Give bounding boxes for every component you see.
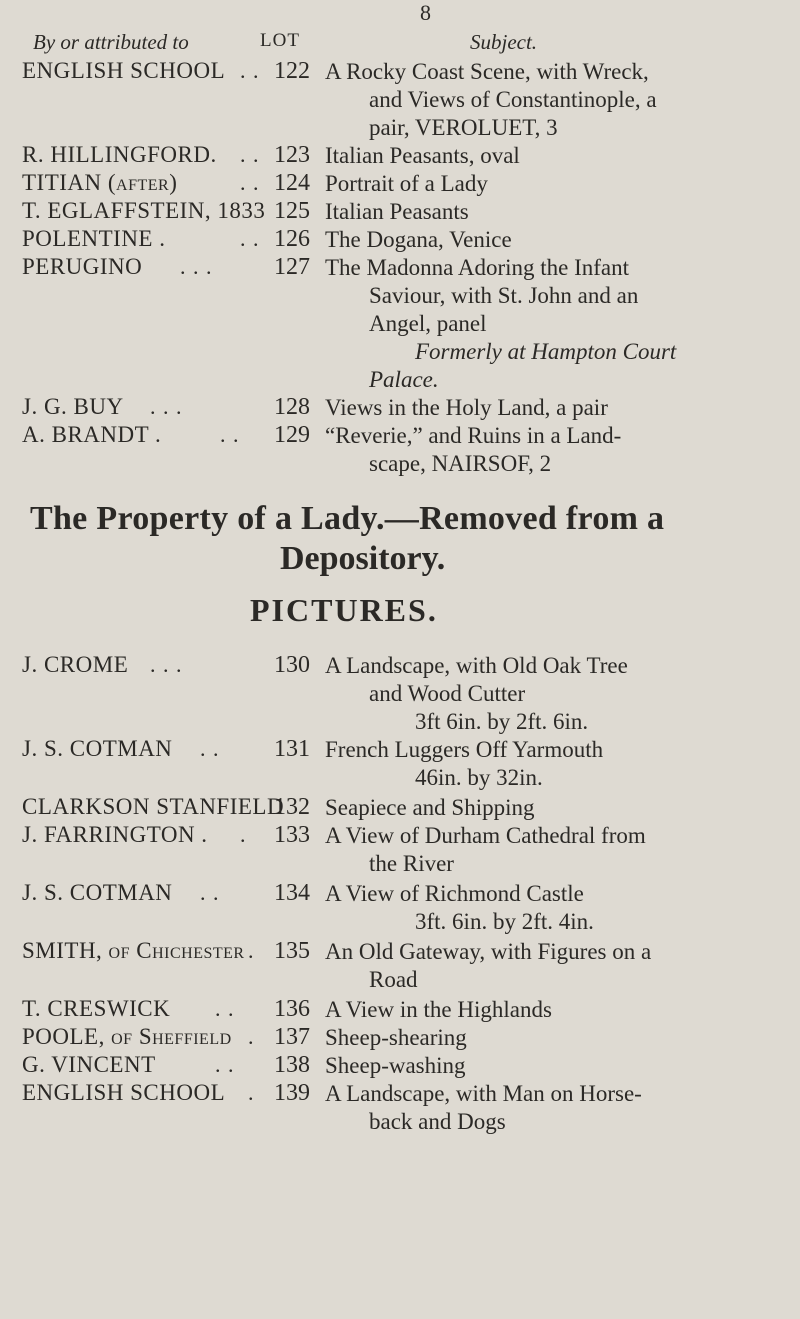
- lot-number: 132: [274, 794, 310, 820]
- subject-line: Seapiece and Shipping: [325, 795, 535, 820]
- subject-note: Palace.: [369, 367, 439, 392]
- lot-subject: [325, 794, 795, 822]
- leader-dots: . .: [240, 170, 260, 195]
- section-heading-continued: Depository.: [280, 540, 446, 577]
- lot-subject: [325, 170, 795, 198]
- leader-dots: .: [248, 938, 255, 963]
- subject-line: Sheep-shearing: [325, 1025, 467, 1050]
- leader-dots: . .: [240, 58, 260, 83]
- lot-subject: [325, 652, 795, 736]
- artist: CLARKSON STANFIELD: [22, 794, 285, 819]
- artist: J. S. COTMAN: [22, 880, 173, 905]
- lot-subject: [325, 226, 795, 254]
- lot-subject: [325, 254, 795, 394]
- artist: G. VINCENT: [22, 1052, 156, 1077]
- leader-dots: .: [248, 1080, 255, 1105]
- lot-number: 124: [274, 170, 310, 196]
- subject-line: Road: [369, 967, 418, 992]
- leader-dots: . .: [200, 736, 220, 761]
- lot-number: 131: [274, 736, 310, 762]
- lot-subject: [325, 198, 795, 226]
- subject-line: A View of Richmond Castle: [325, 881, 584, 906]
- lot-subject: [325, 822, 795, 878]
- artist: ENGLISH SCHOOL: [22, 1080, 226, 1105]
- artist: TITIAN (after): [22, 170, 178, 195]
- lot-subject: [325, 880, 795, 936]
- leader-dots: .: [248, 1024, 255, 1049]
- lot-number: 127: [274, 254, 310, 280]
- lot-number: 138: [274, 1052, 310, 1078]
- artist: J. G. BUY: [22, 394, 124, 419]
- lot-number: 126: [274, 226, 310, 252]
- subject-line: pair, VEROLUET, 3: [369, 115, 558, 140]
- lot-subject: [325, 1024, 795, 1052]
- lot-number: 125: [274, 198, 310, 224]
- leader-dots: . .: [215, 996, 235, 1021]
- subject-line: Saviour, with St. John and an: [369, 283, 639, 308]
- subject-line: Views in the Holy Land, a pair: [325, 395, 608, 420]
- lot-number: 137: [274, 1024, 310, 1050]
- leader-dots: . .: [240, 142, 260, 167]
- subject-line: The Madonna Adoring the Infant: [325, 255, 630, 280]
- subject-line: A Landscape, with Old Oak Tree: [325, 653, 628, 678]
- subject-line: A Landscape, with Man on Horse-: [325, 1081, 642, 1106]
- artist: POOLE, of Sheffield: [22, 1024, 232, 1049]
- lot-subject: [325, 736, 795, 792]
- subject-line: A Rocky Coast Scene, with Wreck,: [325, 59, 649, 84]
- artist: T. CRESWICK: [22, 996, 171, 1021]
- artist: A. BRANDT .: [22, 422, 162, 447]
- subject-line: “Reverie,” and Ruins in a Land-: [325, 423, 622, 448]
- subject-line: Portrait of a Lady: [325, 171, 488, 196]
- leader-dots: . . .: [180, 254, 213, 279]
- lot-number: 122: [274, 58, 310, 84]
- leader-dots: . .: [220, 422, 240, 447]
- artist: POLENTINE .: [22, 226, 166, 251]
- lot-number: 128: [274, 394, 310, 420]
- section-heading: The Property of a Lady.—Removed from a: [30, 500, 665, 537]
- artist: ENGLISH SCHOOL: [22, 58, 226, 83]
- subject-line: 3ft. 6in. by 2ft. 4in.: [415, 909, 594, 934]
- subject-line: An Old Gateway, with Figures on a: [325, 939, 652, 964]
- lot-subject: [325, 58, 795, 142]
- header-subject: Subject.: [470, 30, 538, 54]
- artist: J. CROME: [22, 652, 129, 677]
- subject-line: The Dogana, Venice: [325, 227, 512, 252]
- artist: J. FARRINGTON .: [22, 822, 208, 847]
- subject-line: and Wood Cutter: [369, 681, 526, 706]
- lot-subject: [325, 1080, 795, 1136]
- artist: PERUGINO: [22, 254, 143, 279]
- leader-dots: . . .: [150, 652, 183, 677]
- lot-subject: [325, 1052, 795, 1080]
- subject-line: Italian Peasants: [325, 199, 469, 224]
- lot-subject: [325, 142, 795, 170]
- subject-line: A View in the Highlands: [325, 997, 552, 1022]
- artist: SMITH, of Chichester: [22, 938, 245, 963]
- lot-number: 139: [274, 1080, 310, 1106]
- leader-dots: . . .: [150, 394, 183, 419]
- subject-line: Italian Peasants, oval: [325, 143, 520, 168]
- subject-line: A View of Durham Cathedral from: [325, 823, 646, 848]
- subject-line: Angel, panel: [369, 311, 487, 336]
- artist: T. EGLAFFSTEIN, 1833: [22, 198, 266, 223]
- artist: R. HILLINGFORD.: [22, 142, 217, 167]
- leader-dots: .: [240, 822, 247, 847]
- subject-line: and Views of Constantinople, a: [369, 87, 657, 112]
- leader-dots: . .: [215, 1052, 235, 1077]
- subject-line: Sheep-washing: [325, 1053, 466, 1078]
- lot-subject: [325, 996, 795, 1024]
- lot-subject: [325, 394, 795, 422]
- artist: J. S. COTMAN: [22, 736, 173, 761]
- lot-number: 136: [274, 996, 310, 1022]
- lot-number: 133: [274, 822, 310, 848]
- lot-number: 134: [274, 880, 310, 906]
- leader-dots: . .: [200, 880, 220, 905]
- header-lot: LOT: [260, 30, 300, 51]
- lot-number: 130: [274, 652, 310, 678]
- header-by: By or attributed to: [33, 30, 189, 54]
- subject-line: the River: [369, 851, 454, 876]
- subject-line: scape, NAIRSOF, 2: [369, 451, 552, 476]
- lot-number: 129: [274, 422, 310, 448]
- leader-dots: . .: [240, 226, 260, 251]
- lot-subject: [325, 938, 795, 994]
- subject-note: Formerly at Hampton Court: [415, 339, 677, 364]
- subject-line: back and Dogs: [369, 1109, 506, 1134]
- lot-subject: [325, 422, 795, 478]
- subject-line: French Luggers Off Yarmouth: [325, 737, 604, 762]
- subject-line: 46in. by 32in.: [415, 765, 543, 790]
- page-number: 8: [420, 0, 431, 25]
- lot-number: 123: [274, 142, 310, 168]
- pictures-heading: PICTURES.: [250, 592, 438, 628]
- lot-number: 135: [274, 938, 310, 964]
- subject-line: 3ft 6in. by 2ft. 6in.: [415, 709, 589, 734]
